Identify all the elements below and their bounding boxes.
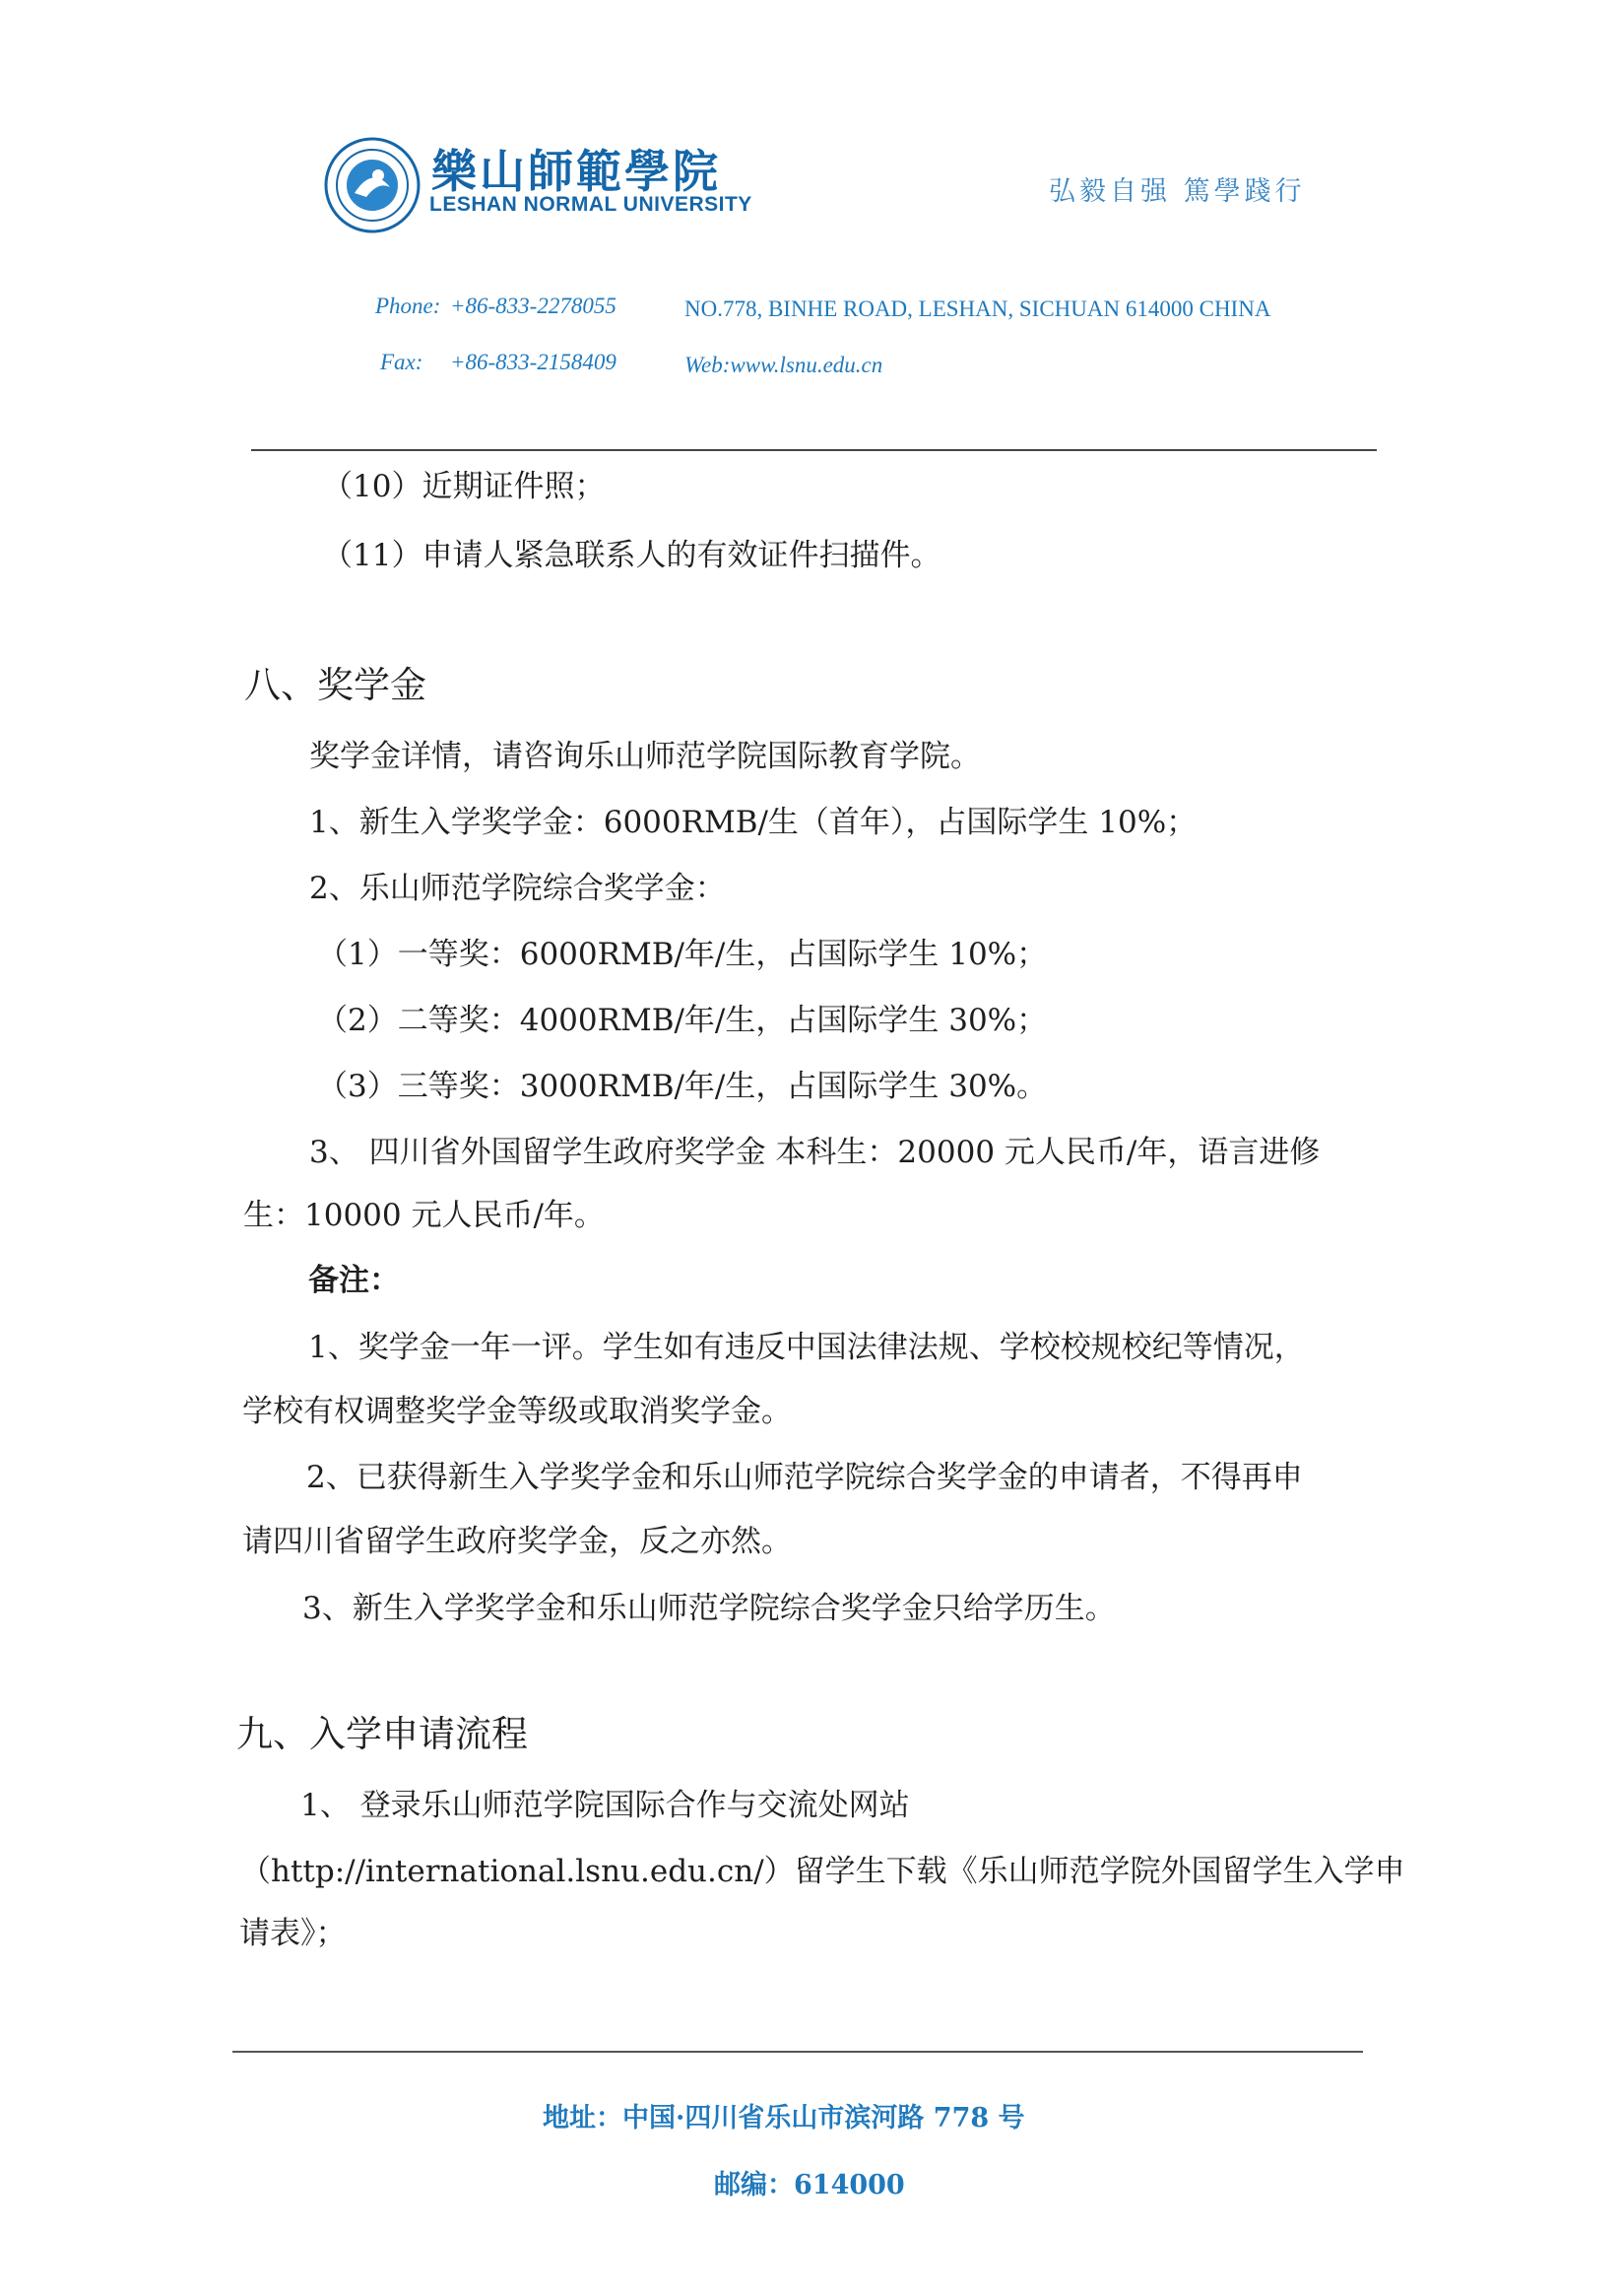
- list-item: （1）一等奖：6000RMB/年/生，占国际学生 10%；: [317, 937, 1048, 972]
- footer-postcode: 邮编：614000: [714, 2170, 905, 2200]
- university-name-cn: 樂山師範學院: [431, 145, 721, 198]
- list-item: （3）三等奖：3000RMB/年/生，占国际学生 30%。: [317, 1069, 1048, 1104]
- list-item: 1、新生入学奖学金：6000RMB/生（首年），占国际学生 10%；: [309, 805, 1198, 840]
- university-name-en: LESHAN NORMAL UNIVERSITY: [429, 193, 752, 216]
- fax-label: Fax:: [380, 350, 423, 374]
- paragraph: 学校有权调整奖学金等级或取消奖学金。: [242, 1394, 792, 1429]
- list-item: 2、乐山师范学院综合奖学金：: [309, 871, 726, 906]
- list-item: （2）二等奖：4000RMB/年/生，占国际学生 30%；: [317, 1003, 1048, 1038]
- paragraph: 3、新生入学奖学金和乐山师范学院综合奖学金只给学历生。: [302, 1591, 1116, 1626]
- website: Web:www.lsnu.edu.cn: [684, 353, 883, 377]
- footer-address: 地址：中国·四川省乐山市滨河路 778 号: [543, 2103, 1025, 2133]
- phone-value: +86-833-2278055: [450, 294, 616, 318]
- phone-label: Phone:: [375, 294, 441, 318]
- list-item: （11）申请人紧急联系人的有效证件扫描件。: [322, 538, 941, 573]
- paragraph: 奖学金详情，请咨询乐山师范学院国际教育学院。: [309, 739, 981, 774]
- paragraph: 3、 四川省外国留学生政府奖学金 本科生：20000 元人民币/年，语言进修: [309, 1135, 1321, 1170]
- note-label: 备注：: [308, 1263, 400, 1298]
- paragraph: 1、 登录乐山师范学院国际合作与交流处网站: [300, 1788, 910, 1823]
- paragraph: 生：10000 元人民币/年。: [243, 1198, 605, 1233]
- address-en: NO.778, BINHE ROAD, LESHAN, SICHUAN 614000 CHINA: [684, 296, 1271, 321]
- paragraph: 1、奖学金一年一评。学生如有违反中国法律法规、学校校规校纪等情况，: [308, 1330, 1305, 1365]
- paragraph: 请四川省留学生政府奖学金，反之亦然。: [242, 1524, 792, 1559]
- paragraph: 2、已获得新生入学奖学金和乐山师范学院综合奖学金的申请者，不得再申: [306, 1460, 1303, 1495]
- paragraph: 请表》；: [239, 1916, 347, 1951]
- university-motto: 弘毅自强 篤學踐行: [1049, 176, 1306, 207]
- footer-divider: [232, 2051, 1363, 2053]
- section-heading-application: 九、入学申请流程: [236, 1713, 528, 1755]
- university-seal-logo: [323, 136, 421, 234]
- fax-value: +86-833-2158409: [450, 350, 616, 374]
- header-divider: [251, 449, 1377, 451]
- list-item: （10）近期证件照；: [322, 469, 606, 504]
- section-heading-scholarship: 八、奖学金: [244, 664, 426, 706]
- paragraph: （http://international.lsnu.edu.cn/）留学生下载《乐山师范学院外国留学生入学申: [240, 1854, 1405, 1889]
